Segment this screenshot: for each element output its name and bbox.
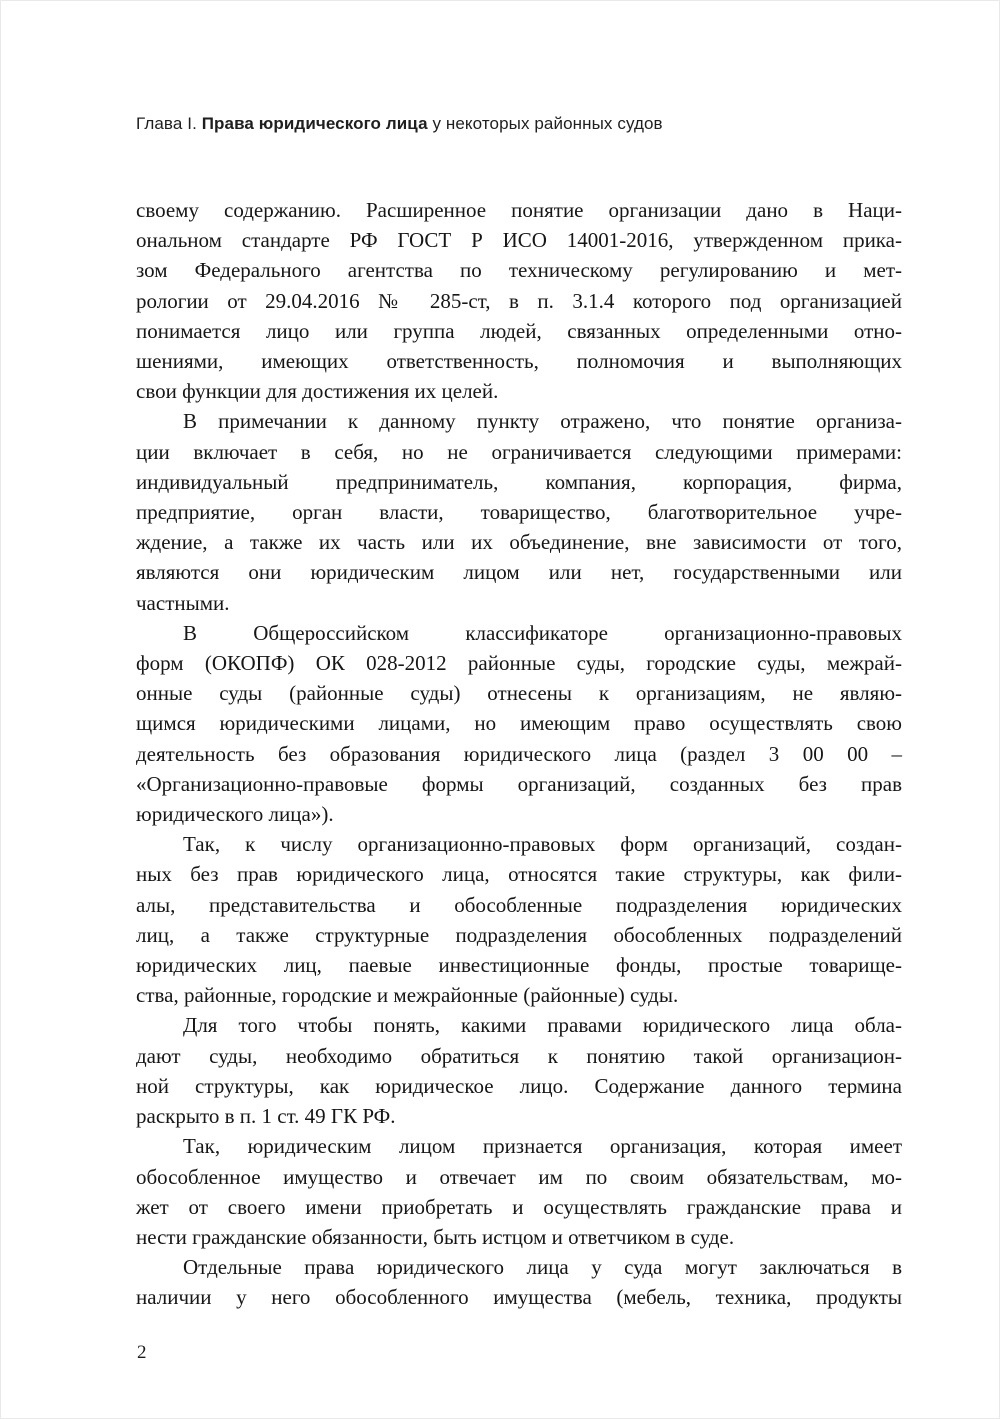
paragraph	[136, 829, 902, 1010]
paragraph	[136, 1010, 902, 1131]
header-segment: Глава I.	[136, 114, 202, 133]
header-segment: Права юридического лица	[201, 114, 428, 133]
paragraph	[136, 1131, 902, 1252]
text-line: ства, районные, городские и межрайонные (районные) суды.	[136, 983, 679, 1008]
page-number: 2	[137, 1342, 147, 1363]
text-line: ных без прав юридического лица, относятся такие структуры, как фили-	[136, 862, 902, 887]
text-line: В Общероссийском классификаторе организационно-правовых	[183, 620, 902, 645]
text-line: Отдельные права юридического лица у суда могут заключаться в	[183, 1255, 902, 1280]
text-line: раскрыто в п. 1 ст. 49 ГК РФ.	[136, 1104, 396, 1129]
text-line: предприятие, орган власти, товарищество, благотворительное учре-	[136, 500, 902, 525]
text-line: «Организационно-правовые формы организаций, созданных без прав	[136, 771, 902, 796]
header-segment: у некоторых районных судов	[427, 114, 663, 133]
page-body-text	[136, 195, 902, 1313]
text-line: свои функции для достижения их целей.	[136, 379, 499, 404]
text-line: рологии от 29.04.2016 № 285-ст, в п. 3.1.4 которого под организацией	[136, 288, 902, 313]
text-line: щимся юридическими лицами, но имеющим право осуществлять свою	[136, 711, 902, 736]
text-line: зом Федерального агентства по техническому регулированию и мет-	[136, 258, 902, 283]
text-line: наличии у него обособленного имущества (мебель, техника, продукты	[136, 1285, 902, 1310]
text-line: ждение, а также их часть или их объединение, вне зависимости от того,	[136, 530, 902, 555]
running-header	[136, 113, 902, 135]
text-line: Так, юридическим лицом признается организация, которая имеет	[183, 1134, 902, 1159]
text-line: Для того чтобы понять, какими правами юридического лица обла-	[183, 1013, 902, 1038]
text-line: ной структуры, как юридическое лицо. Содержание данного термина	[136, 1073, 902, 1098]
paragraph	[136, 618, 902, 829]
text-line: форм (ОКОПФ) ОК 028-2012 районные суды, городские суды, межрай-	[136, 651, 902, 676]
text-line: ональном стандарте РФ ГОСТ Р ИСО 14001-2016, утвержденном прика-	[136, 228, 902, 253]
text-line: Так, к числу организационно-правовых форм организаций, создан-	[183, 832, 902, 857]
text-line: деятельность без образования юридического лица (раздел 3 00 00 –	[136, 741, 902, 766]
text-line: онные суды (районные суды) отнесены к организациям, не являю-	[136, 681, 902, 706]
text-line: дают суды, необходимо обратиться к понятию такой организацион-	[136, 1043, 902, 1068]
text-line: своему содержанию. Расширенное понятие организации дано в Наци-	[136, 198, 902, 222]
text-line: являются они юридическим лицом или нет, государственными или	[136, 560, 902, 585]
text-line: юридического лица»).	[136, 802, 334, 827]
text-line: индивидуальный предприниматель, компания, корпорация, фирма,	[136, 469, 902, 494]
text-line: обособленное имущество и отвечает им по своим обязательствам, мо-	[136, 1164, 902, 1189]
text-line: лиц, а также структурные подразделения обособленных подразделений	[136, 922, 902, 947]
text-line: частными.	[136, 590, 230, 615]
paragraph	[136, 406, 902, 617]
text-line: нести гражданские обязанности, быть истцом и ответчиком в суде.	[136, 1224, 735, 1249]
text-line: жет от своего имени приобретать и осуществлять гражданские права и	[136, 1194, 902, 1219]
text-line: понимается лицо или группа людей, связанных определенными отно-	[136, 318, 902, 343]
paragraph	[136, 1252, 902, 1312]
text-line: алы, представительства и обособленные подразделения юридических	[136, 892, 902, 917]
text-line: ции включает в себя, но не ограничивается следующими примерами:	[136, 439, 902, 464]
paragraph	[136, 195, 902, 406]
text-line: В примечании к данному пункту отражено, что понятие организа-	[183, 409, 902, 434]
page-footer	[137, 1342, 147, 1364]
text-line: шениями, имеющих ответственность, полномочия и выполняющих	[136, 349, 902, 374]
text-line: юридических лиц, паевые инвестиционные фонды, простые товарище-	[136, 953, 902, 978]
